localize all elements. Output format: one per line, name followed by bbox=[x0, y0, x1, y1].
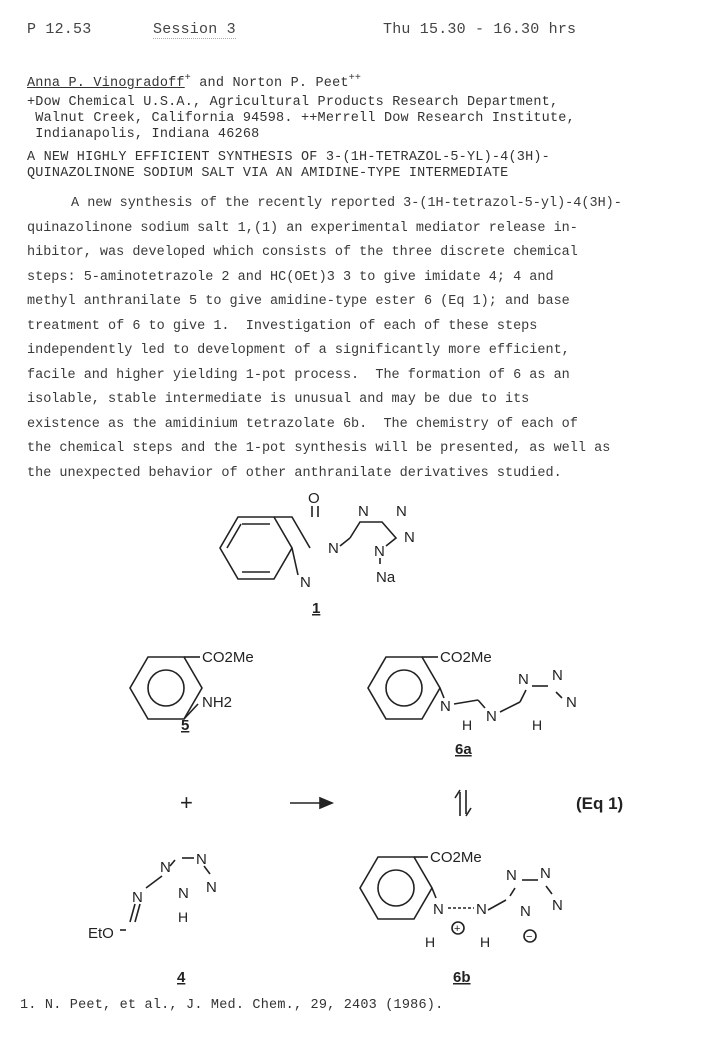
atom-n: N bbox=[358, 503, 369, 520]
reaction-arrow-icon bbox=[290, 798, 332, 808]
compound-label-1: 1 bbox=[312, 600, 321, 617]
atom-n: N bbox=[160, 859, 171, 876]
atom-na: Na bbox=[376, 569, 396, 586]
atom-n: N bbox=[328, 540, 339, 557]
atom-n: N bbox=[433, 901, 444, 918]
atom-n: N bbox=[552, 667, 563, 684]
structure-6a bbox=[368, 649, 577, 758]
atom-h: H bbox=[480, 934, 491, 950]
atom-co2me: CO2Me bbox=[430, 849, 482, 866]
atom-n: N bbox=[196, 851, 207, 868]
atom-n: N bbox=[440, 698, 451, 715]
paper-number: P 12.53 bbox=[27, 21, 92, 38]
structure-1 bbox=[220, 490, 415, 617]
atom-n: N bbox=[566, 694, 577, 711]
structure-6b bbox=[360, 849, 563, 986]
structure-5 bbox=[130, 649, 254, 734]
author-2: and Norton P. Peet bbox=[199, 76, 349, 91]
author-1: Anna P. Vinogradoff bbox=[27, 76, 185, 91]
abstract-line: the unexpected behavior of other anthranilate derivatives studied. bbox=[27, 465, 562, 481]
affiliation-line: Walnut Creek, California 94598. ++Merrell Dow Research Institute, bbox=[27, 111, 575, 126]
compound-label-5: 5 bbox=[181, 717, 190, 734]
positive-charge: + bbox=[454, 923, 461, 935]
negative-charge: − bbox=[526, 931, 533, 943]
equation-label: (Eq 1) bbox=[576, 794, 624, 813]
abstract-line: treatment of 6 to give 1. Investigation of each of these steps bbox=[27, 318, 538, 334]
abstract-line: A new synthesis of the recently reported 3-(1H-tetrazol-5-yl)-4(3H)- bbox=[71, 196, 622, 211]
atom-n: N bbox=[506, 867, 517, 884]
atom-n: N bbox=[520, 903, 531, 920]
atom-n: N bbox=[178, 885, 189, 902]
atom-n: N bbox=[476, 901, 487, 918]
atom-n: N bbox=[300, 574, 311, 591]
abstract-line: isolable, stable intermediate is unusual and may be due to its bbox=[27, 392, 530, 407]
atom-n: N bbox=[206, 879, 217, 896]
atom-o: O bbox=[308, 490, 320, 507]
atom-n: N bbox=[518, 671, 529, 688]
structure-4 bbox=[88, 851, 217, 986]
atom-co2me: CO2Me bbox=[202, 649, 254, 666]
compound-label-6a: 6a bbox=[455, 741, 472, 758]
author-2-mark: ++ bbox=[348, 73, 362, 84]
atom-h: H bbox=[462, 717, 473, 733]
compound-label-6b: 6b bbox=[453, 969, 471, 986]
atom-n: N bbox=[540, 865, 551, 882]
affiliation-line: +Dow Chemical U.S.A., Agricultural Products Research Department, bbox=[27, 95, 559, 110]
atom-co2me: CO2Me bbox=[440, 649, 492, 666]
plus-sign: + bbox=[180, 790, 193, 815]
abstract-line: the chemical steps and the 1-pot synthesis will be presented, as well as bbox=[27, 441, 611, 456]
abstract-line: steps: 5-aminotetrazole 2 and HC(OEt)3 3 to give imidate 4; 4 and bbox=[27, 269, 554, 285]
atom-h: H bbox=[532, 717, 543, 733]
atom-n: N bbox=[132, 889, 143, 906]
atom-eto: EtO bbox=[88, 925, 114, 942]
title-line: A NEW HIGHLY EFFICIENT SYNTHESIS OF 3-(1H-TETRAZOL-5-YL)-4(3H)- bbox=[27, 150, 550, 165]
atom-n: N bbox=[396, 503, 407, 520]
equilibrium-arrows-icon bbox=[455, 790, 471, 816]
atom-h: H bbox=[178, 909, 189, 925]
atom-n: N bbox=[486, 708, 497, 725]
compound-label-4: 4 bbox=[177, 969, 186, 986]
session: Session 3 bbox=[153, 21, 236, 38]
abstract-line: methyl anthranilate 5 to give amidine-type ester 6 (Eq 1); and base bbox=[27, 294, 570, 309]
affiliation-line: Indianapolis, Indiana 46268 bbox=[27, 127, 260, 142]
session-time: Thu 15.30 - 16.30 hrs bbox=[383, 21, 577, 38]
author-1-mark: + bbox=[184, 73, 191, 84]
abstract-line: facile and higher yielding 1-pot process. The formation of 6 as an bbox=[27, 367, 570, 383]
atom-n: N bbox=[404, 529, 415, 546]
atom-n: N bbox=[374, 543, 385, 560]
footnote: 1. N. Peet, et al., J. Med. Chem., 29, 2403 (1986). bbox=[20, 998, 444, 1013]
abstract-line: independently led to development of a significantly more efficient, bbox=[27, 343, 570, 358]
title-line: QUINAZOLINONE SODIUM SALT VIA AN AMIDINE-TYPE INTERMEDIATE bbox=[27, 166, 509, 181]
atom-h: H bbox=[425, 934, 436, 950]
abstract-line: existence as the amidinium tetrazolate 6b. The chemistry of each of bbox=[27, 416, 578, 432]
atom-n: N bbox=[552, 897, 563, 914]
abstract-line: quinazolinone sodium salt 1,(1) an experimental mediator release in- bbox=[27, 220, 578, 236]
abstract-line: hibitor, was developed which consists of the three discrete chemical bbox=[27, 245, 578, 260]
atom-nh2: NH2 bbox=[202, 694, 233, 711]
